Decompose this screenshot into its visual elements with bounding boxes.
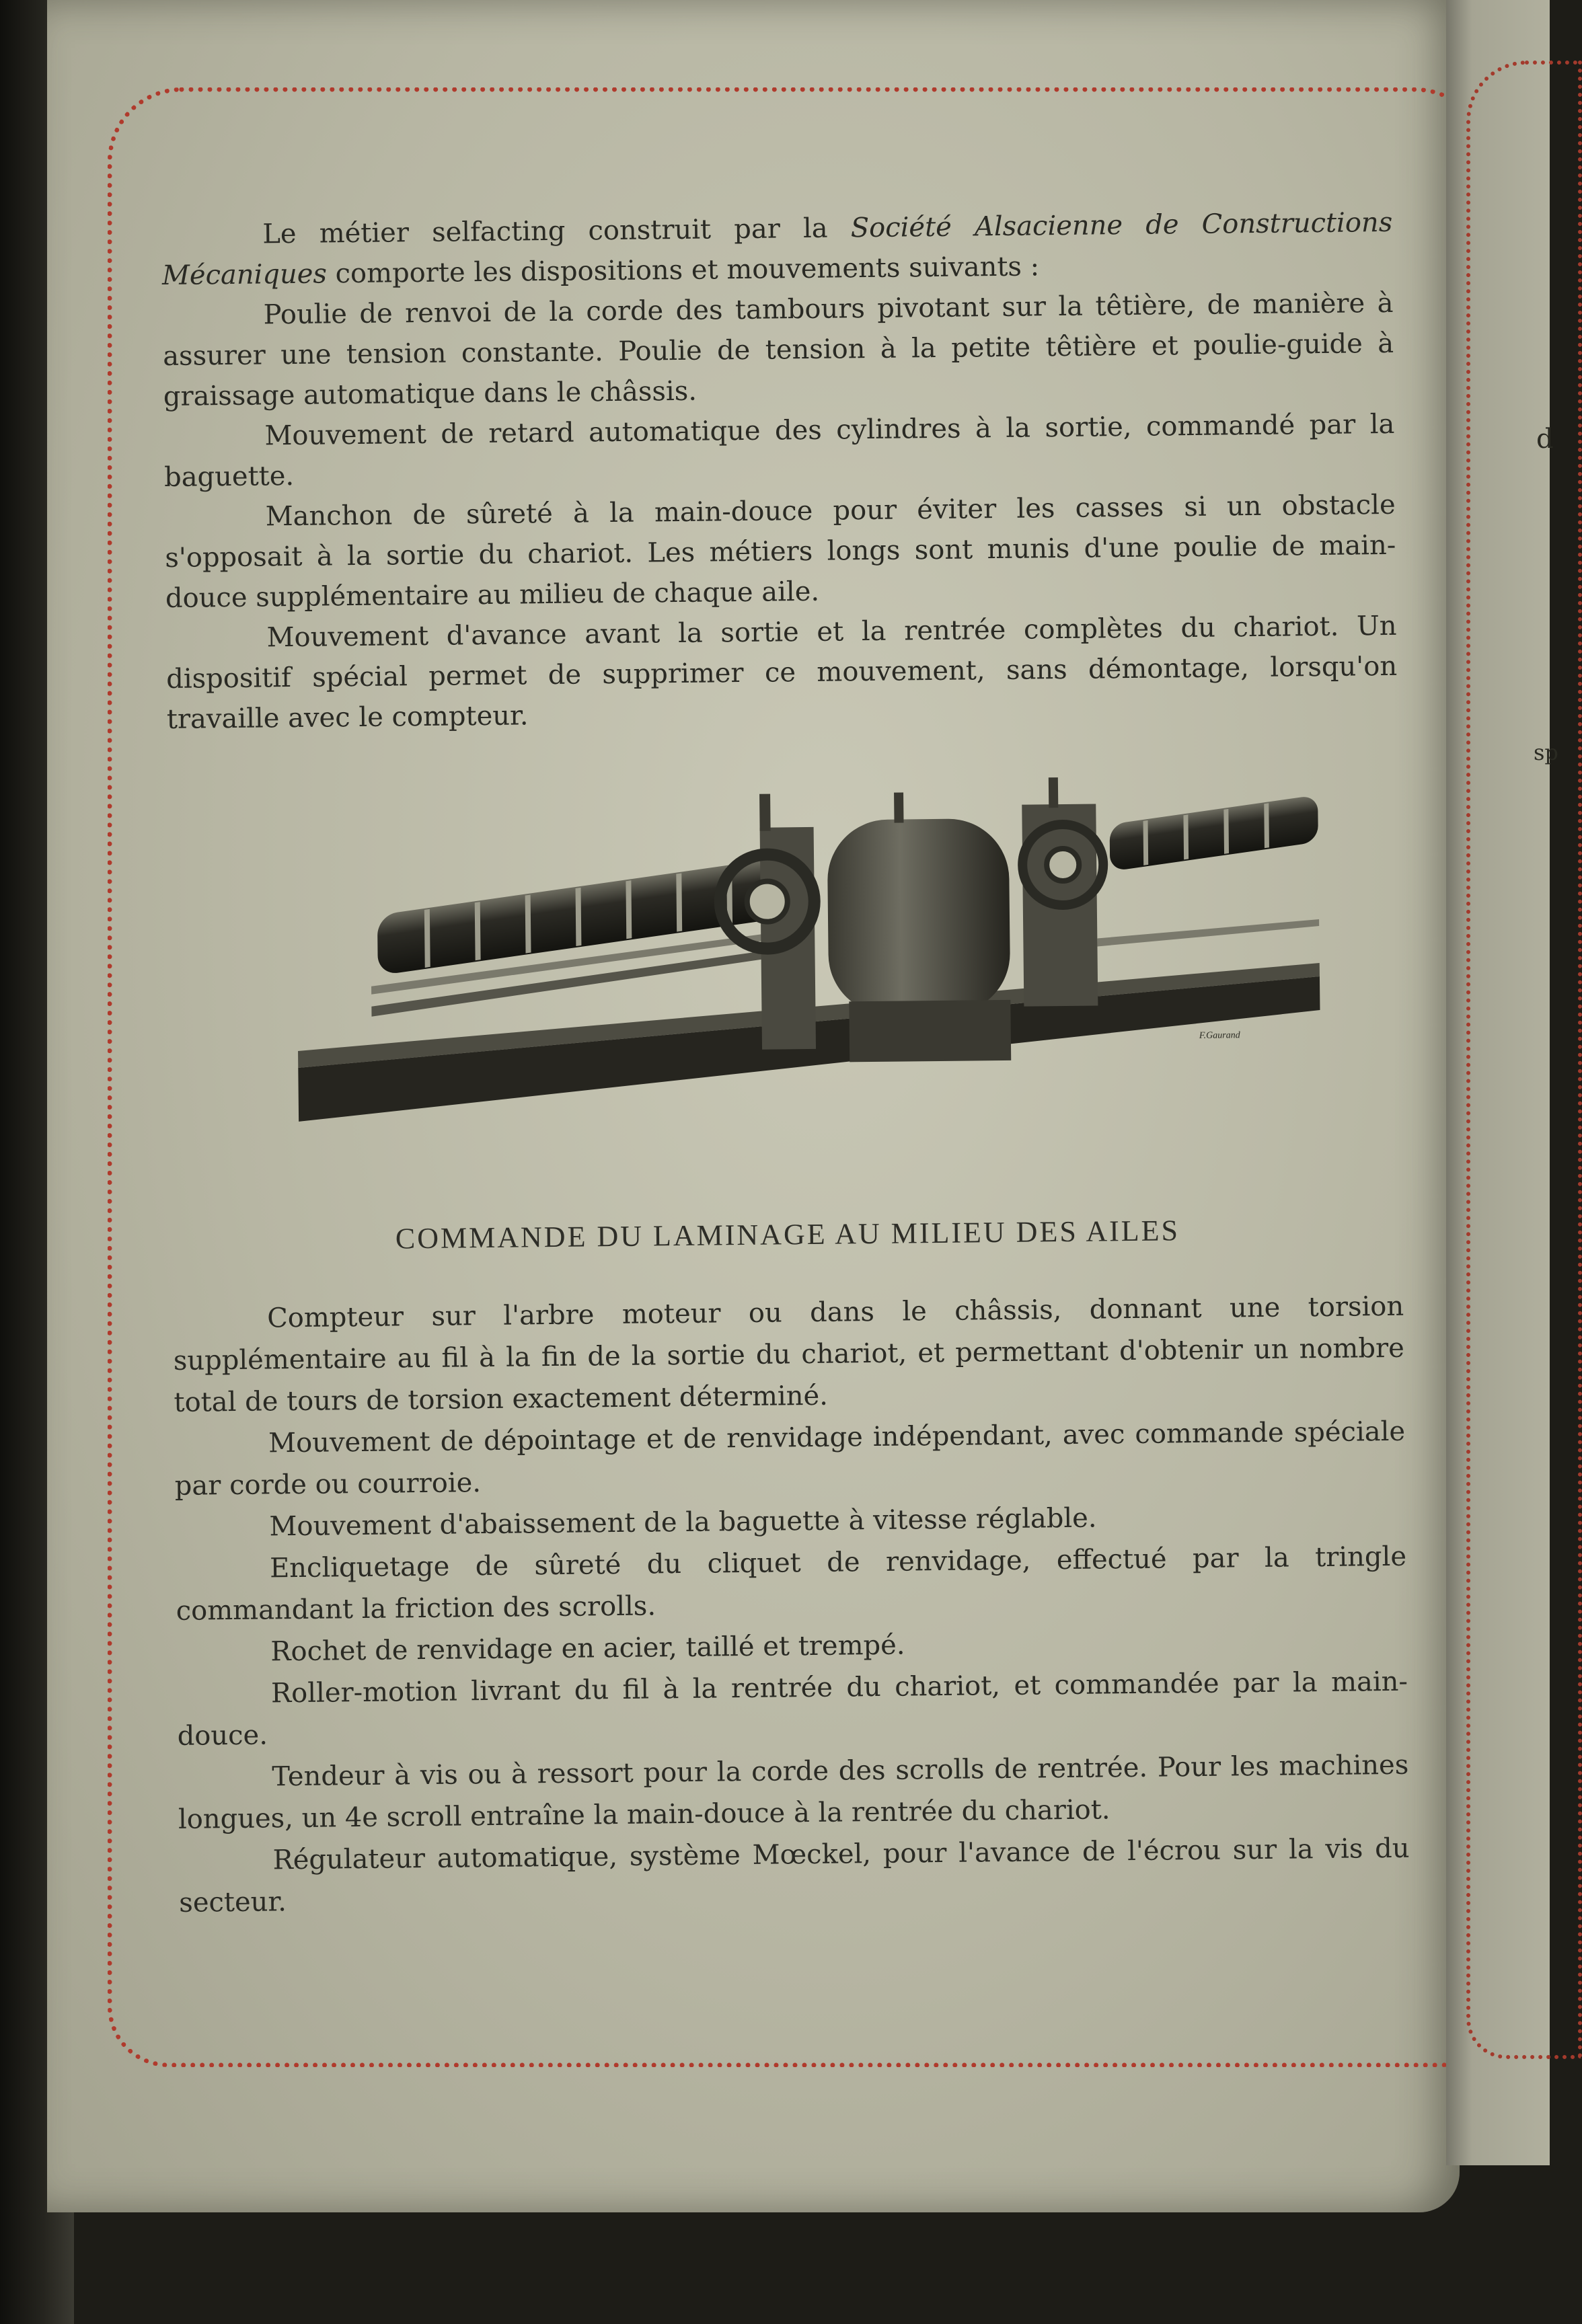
body-paragraph: Mouvement de dépointage et de renvidage indépendant, avec commande spéciale par corde ou courroie. [174,1416,1406,1502]
body-paragraph: Régulateur automatique, système Mœckel, pour l'avance de l'écrou sur la vis du secteur. [179,1832,1410,1919]
body-paragraph: Tendeur à vis ou à ressort pour la corde des scrolls de rentrée. Pour les machines longues, un 4e scroll entraîne la main-douce à la rentrée du chariot. [178,1749,1409,1835]
body-paragraph: Mouvement de retard automatique des cylindres à la sortie, commandé par la baguette. [163,408,1395,493]
intro-suffix: comporte les dispositions et mouvements suivants : [326,251,1040,290]
right-roller-set [1109,795,1318,872]
body-paragraph: Mouvement d'abaissement de la baguette à vitesse réglable. [269,1502,1097,1543]
body-paragraph: Encliquetage de sûreté du cliquet de renvidage, effectué par la tringle commandant la friction des scrolls. [176,1541,1407,1627]
right-headstock [1022,777,1105,1006]
page-content [161,202,1410,1924]
company-name: Société Alsacienne de Constructions Mécaniques [161,206,1393,291]
intro-prefix: Le métier selfacting construit par la [262,212,851,250]
body-paragraph: Compteur sur l'arbre moteur ou dans le châssis, donnant une torsion supplémentaire au fil à la fin de la sortie du chariot, et permettant d'obtenir un nombre total de tours de torsion exactement déterminé. [173,1290,1404,1418]
facing-page-edge [1446,0,1558,2165]
body-paragraph: Poulie de renvoi de la corde des tambours pivotant sur la têtière, de manière à assurer une tension constante. Poulie de tension à la petite têtière et poulie-guide à graissage automatique dans le châssis. [162,287,1394,412]
body-paragraph: Roller-motion livrant du fil à la rentrée du chariot, et commandée par la main-douce. [177,1666,1408,1752]
facing-page-frame [1466,61,1582,2059]
facing-page-text-fragment: d [1536,424,1554,455]
intro-paragraph [161,202,1393,296]
facing-page-text-fragment: sp [1534,740,1558,765]
machine-illustration [295,775,1315,1162]
body-paragraph: Rochet de renvidage en acier, taillé et trempé. [270,1629,905,1668]
body-paragraph: Mouvement d'avance avant la sortie et la rentrée complètes du chariot. Un dispositif spécial permet de supprimer ce mouvement, sans démontage, lorsqu'on travaille avec le compteur. [165,610,1398,735]
section-heading: COMMANDE DU LAMINAGE AU MILIEU DES AILES [395,1214,1180,1255]
central-drum [827,791,1011,1062]
machine-drawing [295,775,1315,1162]
body-paragraph: Manchon de sûreté à la main-douce pour éviter les casses si un obstacle s'opposait à la sortie du chariot. Les métiers longs sont munis d'une poulie de main-douce supplémentaire au milieu de chaque aile. [165,489,1396,614]
artist-signature: F.Gaurand [1199,1030,1240,1041]
